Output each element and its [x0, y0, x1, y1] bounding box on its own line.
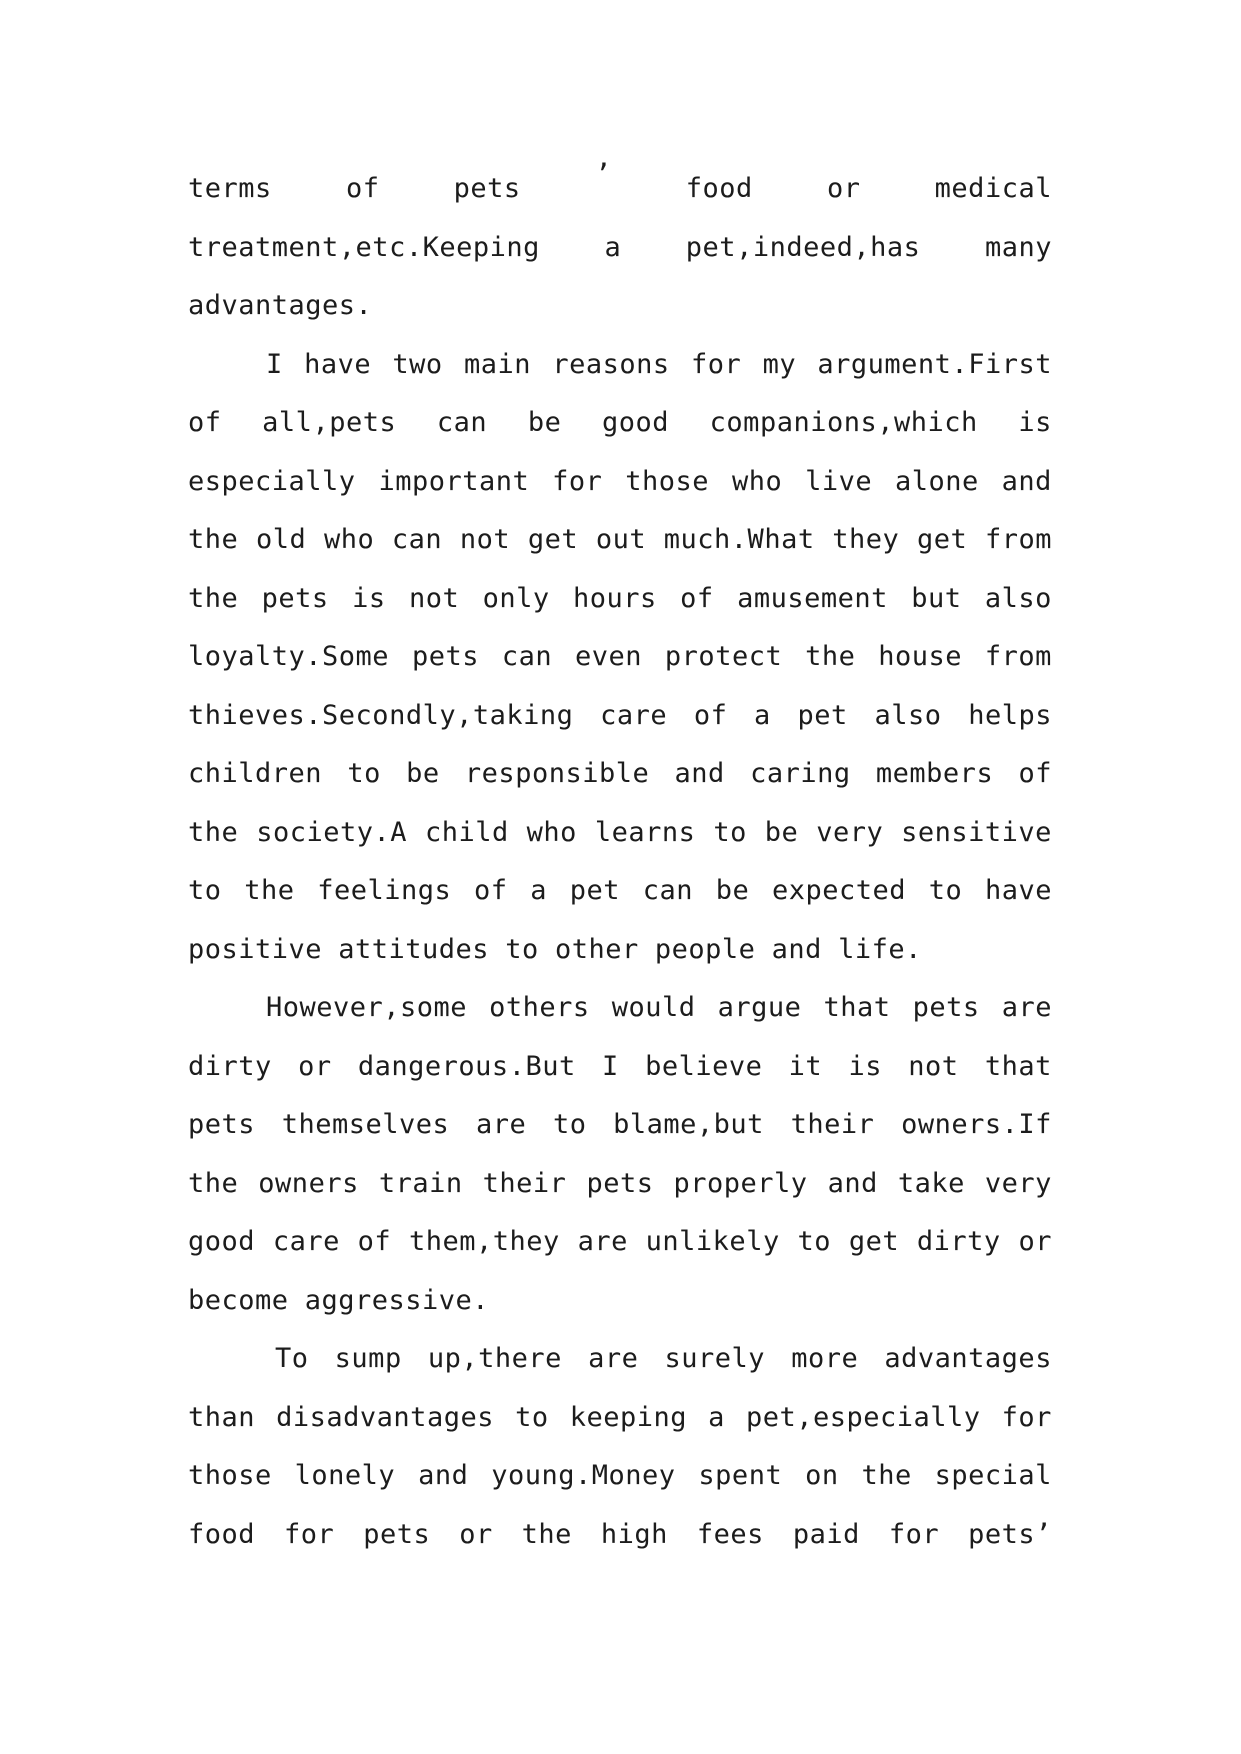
word: expected: [771, 875, 906, 906]
word: those: [625, 465, 710, 497]
word: who: [731, 465, 783, 497]
word: believe: [645, 1050, 763, 1082]
word: main: [464, 348, 532, 380]
word: two: [392, 348, 443, 380]
word: hours: [573, 582, 657, 614]
word: the: [244, 875, 295, 906]
word: the: [521, 1518, 572, 1550]
word: However,some: [266, 992, 468, 1023]
word: especially: [188, 465, 356, 497]
word: or: [826, 173, 861, 204]
word: dirty: [916, 1226, 1001, 1257]
word: pets: [363, 1518, 431, 1550]
word: pets: [453, 173, 521, 204]
word: To: [275, 1343, 309, 1374]
word: pets: [188, 1109, 256, 1140]
word: is: [1018, 407, 1052, 438]
word: good: [188, 1226, 256, 1257]
word: of: [680, 582, 714, 614]
word: that: [823, 992, 891, 1023]
word: advantages.: [188, 290, 373, 321]
word: can: [501, 641, 553, 672]
word: of: [474, 875, 508, 906]
text-line: [188, 1213, 1052, 1272]
word: their: [482, 1167, 567, 1199]
word: care: [600, 699, 668, 731]
word: to: [552, 1109, 587, 1140]
word: advantages: [884, 1343, 1052, 1374]
word: loyalty.Some: [188, 641, 390, 672]
word: argument.First: [817, 348, 1052, 380]
word: to: [347, 758, 381, 789]
word: paid: [792, 1518, 860, 1550]
word: the: [861, 1460, 912, 1491]
word: not: [459, 524, 511, 555]
word: get: [848, 1226, 900, 1257]
text-line: [188, 687, 1052, 746]
word: also: [984, 582, 1052, 614]
word: of: [1018, 758, 1052, 789]
text-line: [188, 804, 1052, 863]
word: of: [188, 407, 222, 438]
word: argue: [717, 992, 802, 1023]
word: have: [984, 875, 1052, 906]
word: live: [805, 465, 873, 497]
word: get: [917, 524, 968, 555]
text-line: [188, 1038, 1052, 1097]
word: disadvantages: [276, 1401, 494, 1433]
word: to: [505, 933, 539, 965]
word: those: [188, 1460, 272, 1491]
word: for: [690, 348, 742, 380]
word: can: [642, 875, 693, 906]
word: can: [436, 407, 488, 438]
word: to: [188, 875, 222, 906]
word: not: [408, 582, 460, 614]
word: or: [459, 1518, 493, 1550]
word: a: [754, 699, 771, 731]
word: amusement: [737, 582, 888, 614]
word: alone: [895, 465, 979, 497]
text-line: [188, 277, 1052, 336]
word: and: [674, 758, 725, 789]
word: to: [515, 1401, 549, 1433]
word: pet: [797, 699, 848, 731]
word: the: [188, 1167, 239, 1199]
text-line: [188, 745, 1052, 804]
word: are: [1001, 992, 1052, 1023]
word: sump: [334, 1343, 402, 1374]
word: a: [530, 875, 547, 906]
word: very: [816, 816, 884, 848]
word: more: [791, 1343, 859, 1374]
text-line: [188, 862, 1052, 921]
word: it: [788, 1050, 823, 1082]
text-line: [188, 628, 1052, 687]
word: or: [1018, 1226, 1052, 1257]
word: people: [654, 933, 756, 965]
word: become: [188, 1284, 289, 1316]
word: is: [848, 1050, 882, 1082]
word: lonely: [294, 1460, 396, 1491]
word: and: [827, 1167, 878, 1199]
word: aggressive.: [304, 1284, 490, 1316]
word: unlikely: [645, 1226, 780, 1257]
word: others: [489, 992, 590, 1023]
word: be: [764, 816, 799, 848]
word: pets: [261, 582, 329, 614]
word: the: [188, 816, 239, 848]
word: fees: [696, 1518, 764, 1550]
text-line: [188, 1272, 1052, 1331]
word: from: [984, 524, 1052, 555]
word: care: [272, 1226, 340, 1257]
word: or: [298, 1050, 332, 1082]
word: properly: [673, 1167, 808, 1199]
word: helps: [968, 699, 1052, 731]
word: my: [762, 348, 797, 380]
word: that: [984, 1050, 1052, 1082]
word: much.What: [663, 524, 815, 555]
word: take: [897, 1167, 965, 1199]
text-line: [188, 160, 1052, 219]
word: thieves.Secondly,taking: [188, 699, 574, 731]
word: owners: [258, 1167, 359, 1199]
word: a: [604, 231, 622, 263]
word: owners.If: [901, 1109, 1052, 1140]
word: on: [805, 1460, 839, 1491]
word: I: [602, 1050, 619, 1082]
word: companions,which: [709, 407, 978, 438]
word: is: [352, 582, 386, 614]
word: of: [345, 173, 380, 204]
word: be: [406, 758, 440, 789]
word: but: [911, 582, 962, 614]
word: also: [874, 699, 942, 731]
word: many: [984, 231, 1052, 263]
word: reasons: [552, 348, 670, 380]
word: for: [552, 465, 603, 497]
word: ’: [594, 159, 612, 190]
word: society.A: [256, 816, 408, 848]
word: their: [790, 1109, 875, 1140]
word: are: [588, 1343, 639, 1374]
word: to: [928, 875, 963, 906]
text-line: [188, 336, 1052, 395]
word: would: [611, 992, 696, 1023]
word: up,there: [427, 1343, 562, 1374]
word: medical: [934, 173, 1052, 204]
word: pet,especially: [745, 1401, 981, 1433]
word: and: [1001, 465, 1052, 497]
word: have: [304, 348, 372, 380]
word: are: [475, 1109, 527, 1140]
word: very: [984, 1167, 1052, 1199]
word: from: [984, 641, 1052, 672]
text-line: [188, 511, 1052, 570]
word: who: [526, 816, 577, 848]
word: train: [378, 1167, 463, 1199]
word: the: [188, 582, 239, 614]
word: for: [283, 1518, 335, 1550]
word: child: [424, 816, 509, 848]
text-line: [188, 394, 1052, 453]
word: be: [715, 875, 750, 906]
word: they: [832, 524, 900, 555]
word: pets’: [968, 1518, 1052, 1550]
word: I: [266, 348, 283, 380]
word: surely: [664, 1343, 766, 1374]
word: members: [875, 758, 994, 789]
word: responsible: [464, 758, 650, 789]
word: young.Money: [491, 1460, 676, 1491]
word: pets: [411, 641, 479, 672]
word: special: [934, 1460, 1052, 1491]
word: positive: [188, 933, 323, 965]
word: get: [527, 524, 579, 555]
word: keeping: [569, 1401, 687, 1433]
word: can: [391, 524, 443, 555]
word: pets: [912, 992, 980, 1023]
word: treatment,etc.Keeping: [188, 231, 540, 263]
word: old: [255, 524, 307, 555]
word: of: [693, 699, 728, 731]
word: who: [323, 524, 375, 555]
word: the: [188, 524, 239, 555]
word: and: [418, 1460, 469, 1491]
word: all,pets: [262, 407, 397, 438]
text-line: [188, 1096, 1052, 1155]
word: not: [908, 1050, 959, 1082]
word: themselves: [281, 1109, 450, 1140]
word: and: [771, 933, 822, 965]
word: food: [685, 173, 753, 204]
word: food: [188, 1518, 256, 1550]
word: to: [713, 816, 747, 848]
word: blame,but: [613, 1109, 764, 1140]
word: of: [357, 1226, 392, 1257]
word: for: [888, 1518, 940, 1550]
word: children: [188, 758, 323, 789]
word: important: [378, 465, 530, 497]
text-line: [188, 1506, 1052, 1565]
word: are: [577, 1226, 628, 1257]
word: protect: [664, 641, 783, 672]
word: pet: [569, 875, 620, 906]
word: for: [1001, 1401, 1052, 1433]
word: other: [554, 933, 639, 965]
text-line: [188, 453, 1052, 512]
word: life.: [838, 933, 922, 965]
word: pet,indeed,has: [685, 231, 921, 263]
word: a: [708, 1401, 725, 1433]
text-line: [188, 1389, 1052, 1448]
word: dirty: [188, 1050, 272, 1082]
text-line: [188, 979, 1052, 1038]
word: learns: [594, 816, 696, 848]
word: good: [601, 407, 670, 438]
word: than: [188, 1401, 256, 1433]
word: feelings: [317, 875, 452, 906]
word: spent: [698, 1460, 783, 1491]
text-line: [188, 219, 1052, 278]
word: the: [805, 641, 856, 672]
word: attitudes: [338, 933, 490, 965]
word: caring: [750, 758, 851, 789]
word: pets: [586, 1167, 654, 1199]
text-line: [188, 1447, 1052, 1506]
word: terms: [188, 173, 272, 204]
word: only: [482, 582, 550, 614]
word: be: [527, 407, 562, 438]
word: to: [797, 1226, 832, 1257]
text-line: [188, 1330, 1052, 1389]
word: even: [575, 641, 643, 672]
text-line: [188, 1155, 1052, 1214]
text-line: [188, 570, 1052, 629]
essay-body: [188, 160, 1052, 1564]
word: house: [878, 641, 963, 672]
word: them,they: [408, 1226, 560, 1257]
word: sensitive: [901, 816, 1052, 848]
word: dangerous.But: [357, 1050, 576, 1082]
word: high: [600, 1518, 668, 1550]
word: out: [595, 524, 647, 555]
text-line: [188, 921, 1052, 980]
